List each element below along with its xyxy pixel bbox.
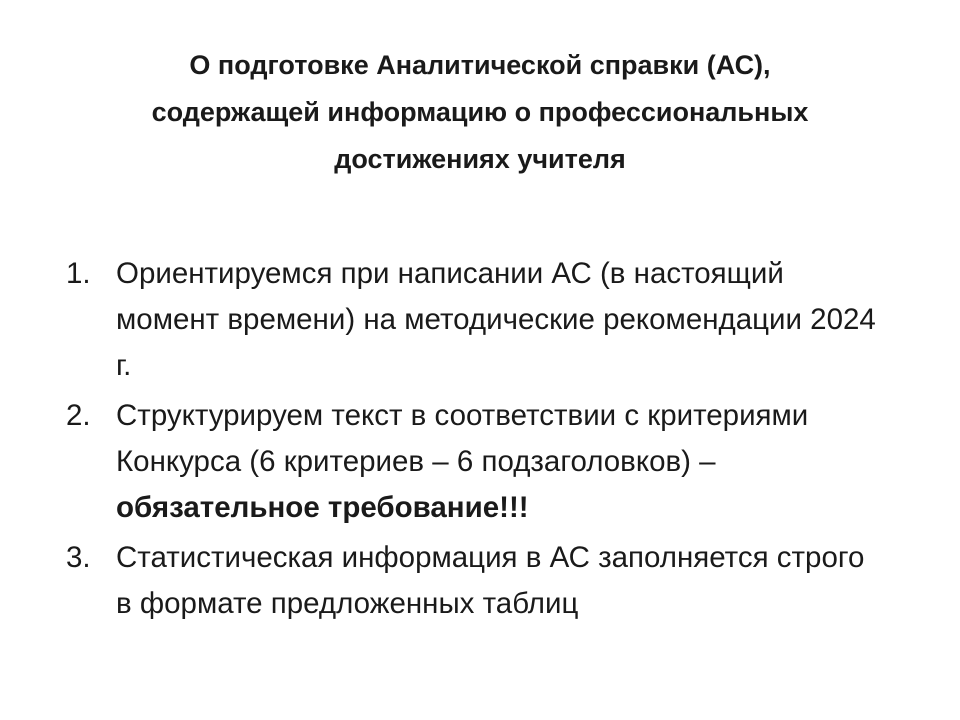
slide-title	[40, 42, 920, 183]
title-line: содержащей информацию о профессиональных	[151, 97, 809, 127]
item-number: 2.	[66, 399, 91, 432]
list-item	[66, 535, 886, 627]
list-item	[66, 393, 886, 531]
list-item	[66, 251, 886, 389]
numbered-list	[66, 251, 886, 627]
item-text: Ориентируемся при написании АС (в настоящий момент времени) на методические рекомендации 2024 г.	[116, 257, 876, 382]
title-line: О подготовке Аналитической справки (АС),	[189, 50, 771, 80]
item-emphasis: обязательное требование!!!	[116, 491, 529, 524]
item-text: Статистическая информация в АС заполняется строго в формате предложенных таблиц	[116, 541, 865, 620]
item-text: Структурируем текст в соответствии с критериями Конкурса (6 критериев – 6 подзаголовков) –	[116, 399, 809, 478]
item-number: 1.	[66, 257, 91, 290]
item-number: 3.	[66, 541, 91, 574]
title-line: достижениях учителя	[334, 144, 626, 174]
